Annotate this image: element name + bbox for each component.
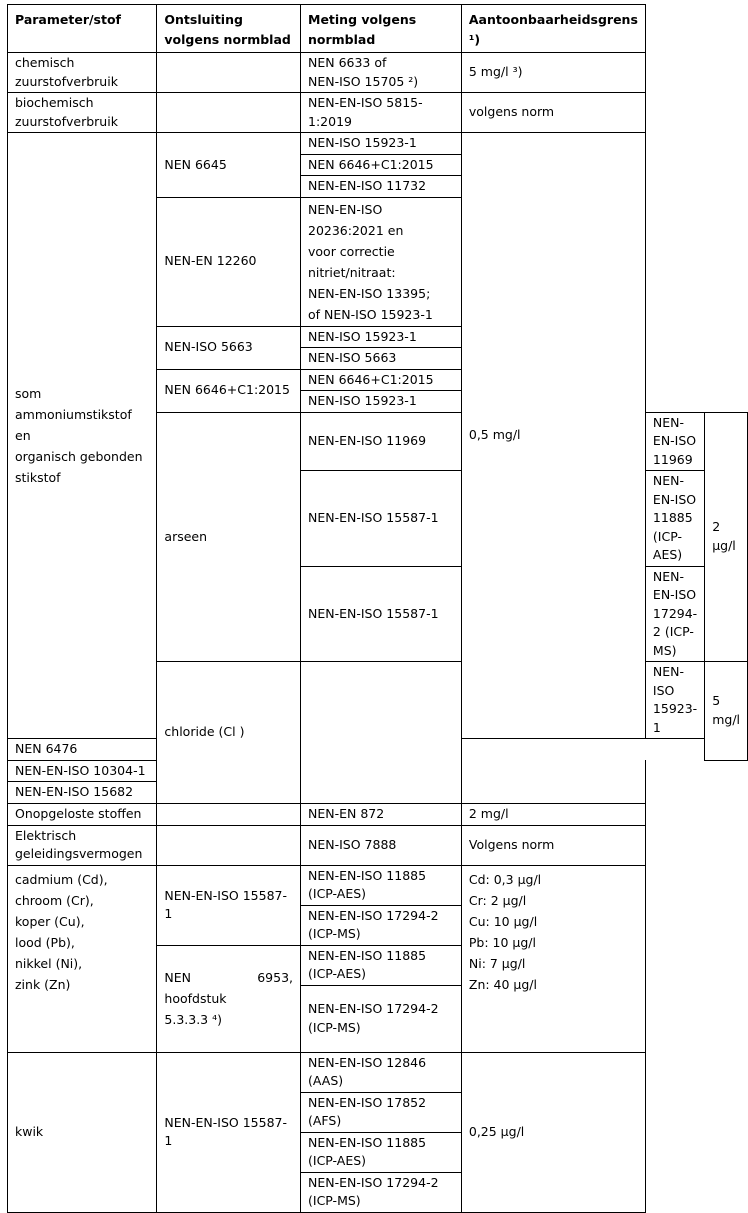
meting-cell: NEN-EN-ISO 10304-1 xyxy=(8,760,157,782)
grens-cell: 5 mg/l xyxy=(705,662,748,761)
parameter-line: lood (Pb), xyxy=(15,934,75,950)
meting-cell: NEN-EN-ISO 17294-2 (ICP-MS) xyxy=(301,985,462,1052)
grens-line: Cd: 0,3 µg/l xyxy=(468,871,542,887)
table-row xyxy=(8,803,748,825)
parameter-line: ammoniumstikstof en xyxy=(15,407,132,443)
parameter-cell: biochemisch zuurstofverbruik xyxy=(8,93,157,133)
ontsluiting-cell: NEN-EN-ISO 11969 xyxy=(301,412,462,471)
meting-cell: NEN-EN-ISO 17294-2 (ICP-MS) xyxy=(301,1172,462,1212)
table-row xyxy=(8,1052,748,1092)
ontsluiting-cell xyxy=(157,825,301,865)
grens-line: Ni: 7 µg/l xyxy=(468,955,526,971)
grens-cell: Volgens norm xyxy=(461,825,645,865)
meting-cell: NEN-EN 872 xyxy=(301,803,462,825)
ontsluiting-cell xyxy=(157,945,301,1052)
meting-line: NEN-EN-ISO 13395; xyxy=(308,285,431,301)
header-row xyxy=(8,5,748,53)
meting-cell: NEN 6476 xyxy=(8,739,157,761)
meting-cell xyxy=(301,53,462,93)
table-row xyxy=(8,865,748,905)
header-grens: Aantoonbaarheidsgrens ¹) xyxy=(461,5,645,53)
meting-line: NEN-ISO 15705 ²) xyxy=(308,73,419,89)
table-row xyxy=(8,133,748,155)
meting-cell: NEN-EN-ISO 17294-2 (ICP-MS) xyxy=(645,566,704,662)
ontsluiting-line: 5.3.3.3 ⁴) xyxy=(164,1012,222,1027)
grens-line: Zn: 40 µg/l xyxy=(468,976,537,992)
ontsluiting-cell: NEN 6646+C1:2015 xyxy=(157,369,301,412)
parameter-line: zink (Zn) xyxy=(15,976,71,992)
meting-cell: NEN 6646+C1:2015 xyxy=(301,369,462,391)
parameter-line: organisch gebonden xyxy=(15,449,143,464)
ontsluiting-cell: NEN-EN-ISO 15587-1 xyxy=(157,865,301,945)
ontsluiting-cell xyxy=(157,53,301,93)
ontsluiting-cell: NEN-ISO 5663 xyxy=(157,326,301,369)
meting-line: of NEN-ISO 15923-1 xyxy=(308,306,433,322)
meting-cell: NEN-EN-ISO 11969 xyxy=(645,412,704,471)
grens-cell: volgens norm xyxy=(461,93,645,133)
meting-cell: NEN-EN-ISO 11885 (ICP-AES) xyxy=(645,471,704,567)
ontsluiting-cell xyxy=(157,803,301,825)
parameter-line: stikstof xyxy=(15,470,61,485)
parameter-line: chroom (Cr), xyxy=(15,892,94,908)
meting-cell: NEN-ISO 5663 xyxy=(301,348,462,370)
ontsluiting-cell: NEN-EN-ISO 15587-1 xyxy=(301,566,462,662)
header-meting: Meting volgens normblad xyxy=(301,5,462,53)
meting-cell: NEN-EN-ISO 12846 (AAS) xyxy=(301,1052,462,1092)
parameter-line: koper (Cu), xyxy=(15,913,85,929)
grens-cell: 5 mg/l ³) xyxy=(461,53,645,93)
meting-cell: NEN-ISO 15923-1 xyxy=(301,326,462,348)
grens-cell: 0,25 µg/l xyxy=(461,1052,645,1212)
meting-cell: NEN-EN-ISO 11885 (ICP-AES) xyxy=(301,865,462,905)
meting-cell: NEN 6646+C1:2015 xyxy=(301,154,462,176)
parameter-cell: Onopgeloste stoffen xyxy=(8,803,157,825)
meting-cell: NEN-EN-ISO 15682 xyxy=(8,782,157,804)
grens-cell xyxy=(461,865,645,1052)
ontsluiting-cell: NEN-EN-ISO 15587-1 xyxy=(157,1052,301,1212)
table-row xyxy=(8,825,748,865)
ontsluiting-cell xyxy=(301,662,462,804)
grens-line: Cr: 2 µg/l xyxy=(468,892,527,908)
grens-cell: 2 mg/l xyxy=(461,803,645,825)
parameter-line: nikkel (Ni), xyxy=(15,955,83,971)
parameter-cell xyxy=(8,133,157,739)
grens-line: Cu: 10 µg/l xyxy=(468,913,538,929)
meting-line: NEN 6633 of xyxy=(308,55,387,70)
meting-cell: NEN-ISO 15923-1 xyxy=(301,391,462,413)
parameter-cell: Elektrisch geleidingsvermogen xyxy=(8,825,157,865)
parameter-line: som xyxy=(15,386,42,401)
grens-cell-empty xyxy=(461,760,645,803)
header-parameter: Parameter/stof xyxy=(8,5,157,53)
ontsluiting-cell xyxy=(157,93,301,133)
parameter-cell xyxy=(8,865,157,1052)
ontsluiting-cell: NEN-EN-ISO 15587-1 xyxy=(301,471,462,567)
parameter-line: cadmium (Cd), xyxy=(15,871,108,887)
meting-line: NEN-EN-ISO 20236:2021 en xyxy=(308,201,404,238)
meting-cell: NEN-EN-ISO 17852 (AFS) xyxy=(301,1092,462,1132)
meting-cell: NEN-EN-ISO 11885 (ICP-AES) xyxy=(301,945,462,985)
grens-cell: 2 µg/l xyxy=(705,412,748,662)
meting-cell: NEN-EN-ISO 17294-2 (ICP-MS) xyxy=(301,905,462,945)
table-row xyxy=(8,93,748,133)
ontsluiting-line: NEN 6953, hoofdstuk xyxy=(164,970,293,1006)
meting-cell: NEN-ISO 15923-1 xyxy=(301,133,462,155)
norm-table xyxy=(7,4,748,1213)
grens-cell: 0,5 mg/l xyxy=(461,133,645,739)
meting-cell: NEN-ISO 7888 xyxy=(301,825,462,865)
meting-cell: NEN-EN-ISO 11732 xyxy=(301,176,462,198)
grens-line: Pb: 10 µg/l xyxy=(468,934,536,950)
meting-cell: NEN-ISO 15923-1 xyxy=(645,662,704,739)
meting-cell xyxy=(301,197,462,326)
meting-cell: NEN-EN-ISO 11885 (ICP-AES) xyxy=(301,1132,462,1172)
parameter-cell: chloride (Cl ) xyxy=(157,662,301,804)
table-row xyxy=(8,53,748,93)
meting-line: voor correctie nitriet/nitraat: xyxy=(308,243,396,280)
parameter-cell: arseen xyxy=(157,412,301,662)
header-ontsluiting: Ontsluiting volgens normblad xyxy=(157,5,301,53)
meting-cell: NEN-EN-ISO 5815-1:2019 xyxy=(301,93,462,133)
parameter-cell: kwik xyxy=(8,1052,157,1212)
ontsluiting-cell: NEN-EN 12260 xyxy=(157,197,301,326)
ontsluiting-cell: NEN 6645 xyxy=(157,133,301,198)
parameter-cell: chemisch zuurstofverbruik xyxy=(8,53,157,93)
